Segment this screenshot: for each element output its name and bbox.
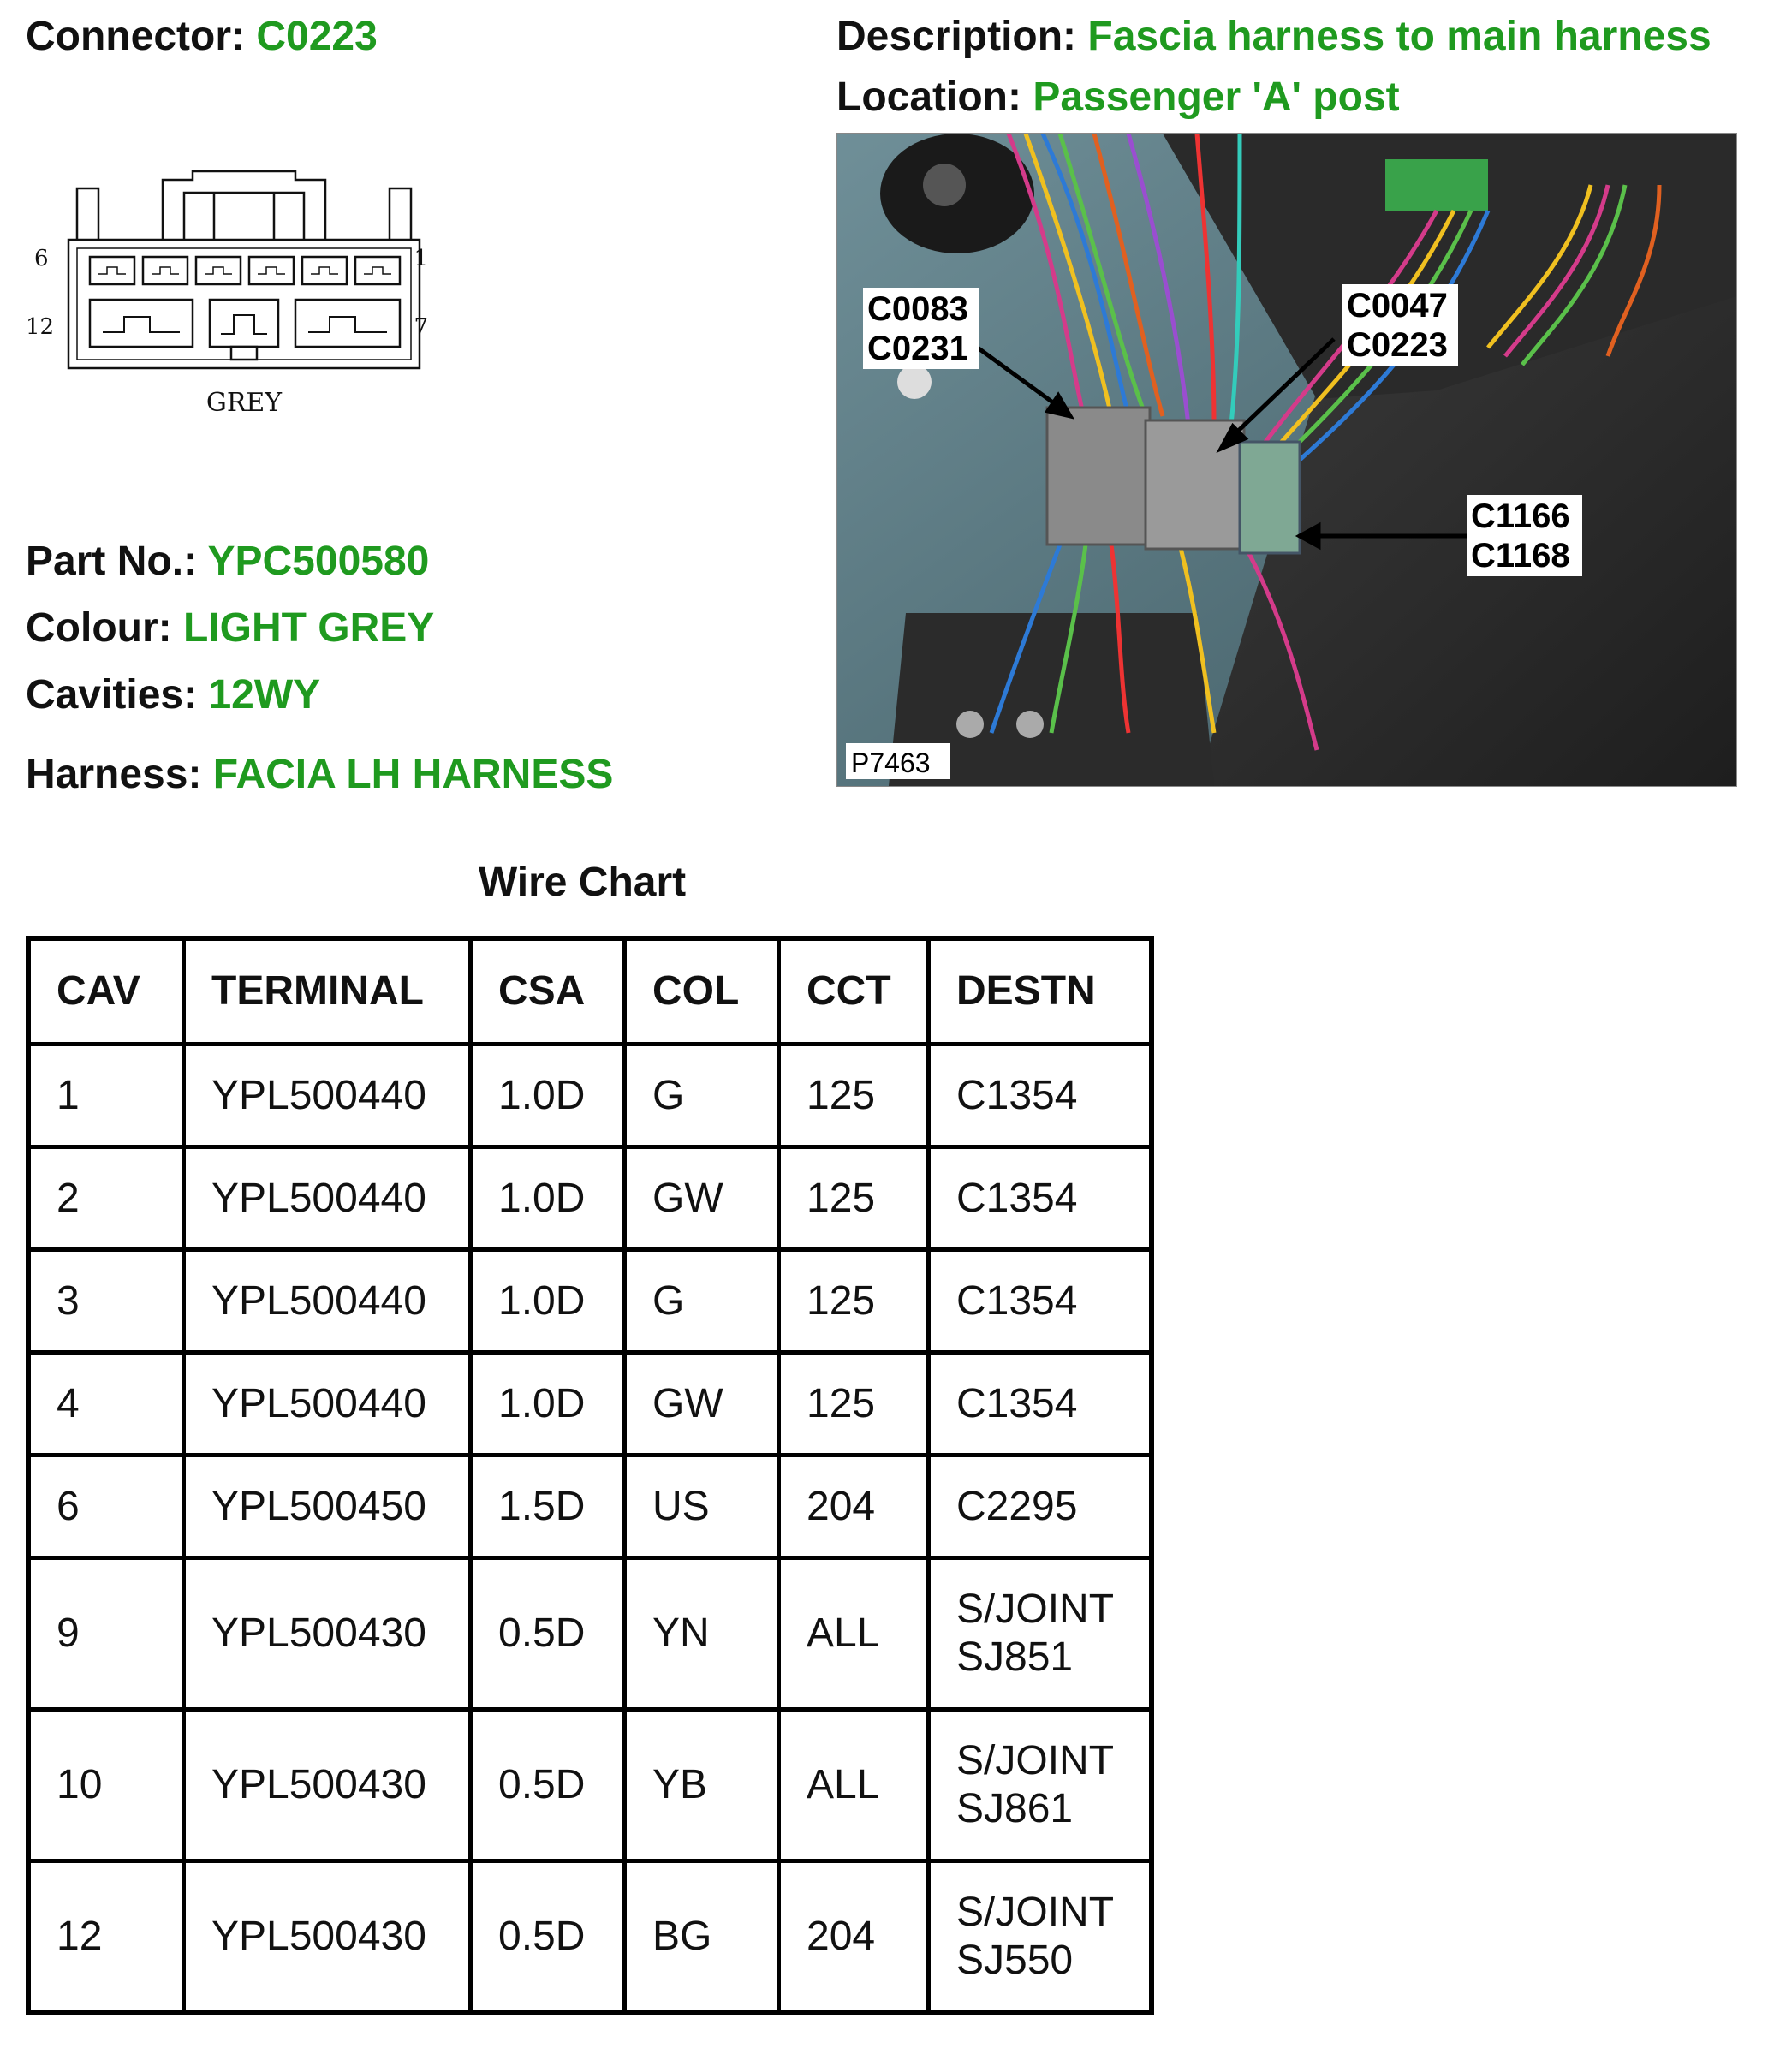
destn-line: C1354: [956, 1175, 1078, 1221]
top-row-cavities: [90, 257, 400, 284]
cell-destn: [929, 1710, 1152, 1861]
cavities-value: 12WY: [208, 672, 321, 717]
cell-destn: [929, 1353, 1152, 1456]
description-line: [836, 13, 1711, 61]
cell-destn: [929, 1861, 1152, 2014]
table-row: [28, 1456, 1152, 1558]
cell-terminal: YPL500440: [184, 1045, 471, 1147]
destn-line: S/JOINT: [956, 1890, 1115, 1935]
cell-cct: 125: [779, 1250, 929, 1353]
destn-line: SJ861: [956, 1786, 1074, 1831]
cell-cct: 204: [779, 1861, 929, 2014]
connector-line: [26, 13, 378, 61]
cell-csa: 1.0D: [471, 1353, 625, 1456]
part-no-line: [26, 538, 429, 586]
callout-c0083: C0083: [867, 290, 968, 328]
table-row: [28, 1147, 1152, 1250]
grey-connector-c0083: [1047, 408, 1150, 545]
description-value: Fascia harness to main harness: [1087, 14, 1711, 59]
harness-line: [26, 751, 613, 799]
destn-line: SJ851: [956, 1634, 1074, 1680]
cell-col: GW: [625, 1147, 779, 1250]
table-row: [28, 1558, 1152, 1710]
table-row: [28, 1045, 1152, 1147]
cell-destn: [929, 1147, 1152, 1250]
cell-col: G: [625, 1250, 779, 1353]
colour-value: LIGHT GREY: [182, 605, 435, 651]
table-row: [28, 1861, 1152, 2014]
cell-csa: 1.0D: [471, 1045, 625, 1147]
table-row: [28, 1250, 1152, 1353]
callout-c1168: C1168: [1471, 537, 1570, 575]
connector-label: Connector:: [26, 14, 245, 59]
colour-label: Colour:: [26, 605, 172, 651]
table-header-row: [28, 938, 1152, 1045]
cavities-line: [26, 671, 320, 719]
header-destn: DESTN: [929, 938, 1152, 1045]
bottom-row-cavities: [90, 300, 400, 360]
callout-c0231: C0231: [867, 330, 968, 367]
location-line: [836, 74, 1400, 122]
cell-cav: 2: [28, 1147, 184, 1250]
cavities-label: Cavities:: [26, 672, 198, 717]
header-cct: CCT: [779, 938, 929, 1045]
cell-terminal: YPL500430: [184, 1710, 471, 1861]
cell-col: YN: [625, 1558, 779, 1710]
green-connector-c1166: [1240, 442, 1300, 553]
destn-line: SJ550: [956, 1938, 1074, 1983]
header-csa: CSA: [471, 938, 625, 1045]
harness-value: FACIA LH HARNESS: [212, 752, 614, 797]
connector-housing: [68, 240, 420, 368]
cell-csa: 0.5D: [471, 1558, 625, 1710]
cell-destn: [929, 1045, 1152, 1147]
cell-cct: 125: [779, 1147, 929, 1250]
cell-cav: 12: [28, 1861, 184, 2014]
cell-cav: 3: [28, 1250, 184, 1353]
part-no-value: YPC500580: [207, 539, 430, 584]
cell-csa: 0.5D: [471, 1861, 625, 2014]
callout-c0047: C0047: [1347, 287, 1448, 324]
wire-chart-table: [26, 936, 1154, 2015]
connector-value: C0223: [256, 14, 378, 59]
photo-id: P7463: [851, 747, 931, 778]
cell-cav: 10: [28, 1710, 184, 1861]
cell-terminal: YPL500430: [184, 1558, 471, 1710]
location-value: Passenger 'A' post: [1033, 74, 1400, 120]
harness-label: Harness:: [26, 752, 202, 797]
location-label: Location:: [836, 74, 1021, 120]
connector-latch: [163, 171, 325, 240]
cell-col: GW: [625, 1353, 779, 1456]
pin-1-label: 1: [414, 246, 428, 271]
cell-destn: [929, 1456, 1152, 1558]
cell-col: BG: [625, 1861, 779, 2014]
header-terminal: TERMINAL: [184, 938, 471, 1045]
cell-col: G: [625, 1045, 779, 1147]
cell-terminal: YPL500450: [184, 1456, 471, 1558]
callout-c1166: C1166: [1471, 497, 1570, 535]
cell-cct: 204: [779, 1456, 929, 1558]
table-row: [28, 1353, 1152, 1456]
cell-csa: 1.0D: [471, 1250, 625, 1353]
cell-cct: ALL: [779, 1558, 929, 1710]
cell-terminal: YPL500440: [184, 1353, 471, 1456]
cell-col: YB: [625, 1710, 779, 1861]
destn-line: C1354: [956, 1277, 1078, 1324]
destn-line: S/JOINT: [956, 1738, 1115, 1783]
cell-cct: 125: [779, 1045, 929, 1147]
destn-line: C1354: [956, 1072, 1078, 1118]
cell-csa: 1.0D: [471, 1147, 625, 1250]
pin-12-label: 12: [26, 314, 55, 340]
destn-line: S/JOINT: [956, 1587, 1115, 1632]
connector-color-label: GREY: [205, 388, 283, 418]
cell-csa: 0.5D: [471, 1710, 625, 1861]
destn-line: C2295: [956, 1483, 1078, 1529]
callout-c0223: C0223: [1347, 326, 1448, 364]
cell-terminal: YPL500440: [184, 1250, 471, 1353]
cell-cav: 4: [28, 1353, 184, 1456]
colour-line: [26, 604, 434, 652]
connector-face-diagram: [26, 163, 428, 437]
cell-cav: 1: [28, 1045, 184, 1147]
cell-destn: [929, 1558, 1152, 1710]
cell-cct: 125: [779, 1353, 929, 1456]
cell-col: US: [625, 1456, 779, 1558]
cell-destn: [929, 1250, 1152, 1353]
pin-7-label: 7: [414, 314, 428, 340]
cell-cav: 6: [28, 1456, 184, 1558]
cell-terminal: YPL500440: [184, 1147, 471, 1250]
location-photo: [836, 133, 1737, 787]
pin-6-label: 6: [34, 246, 49, 271]
table-row: [28, 1710, 1152, 1861]
cell-cav: 9: [28, 1558, 184, 1710]
wire-chart-title: Wire Chart: [478, 860, 687, 905]
cell-cct: ALL: [779, 1710, 929, 1861]
header-cav: CAV: [28, 938, 184, 1045]
header-col: COL: [625, 938, 779, 1045]
destn-line: C1354: [956, 1380, 1078, 1426]
part-no-label: Part No.:: [26, 539, 198, 584]
cell-terminal: YPL500430: [184, 1861, 471, 2014]
cell-csa: 1.5D: [471, 1456, 625, 1558]
description-label: Description:: [836, 14, 1077, 59]
